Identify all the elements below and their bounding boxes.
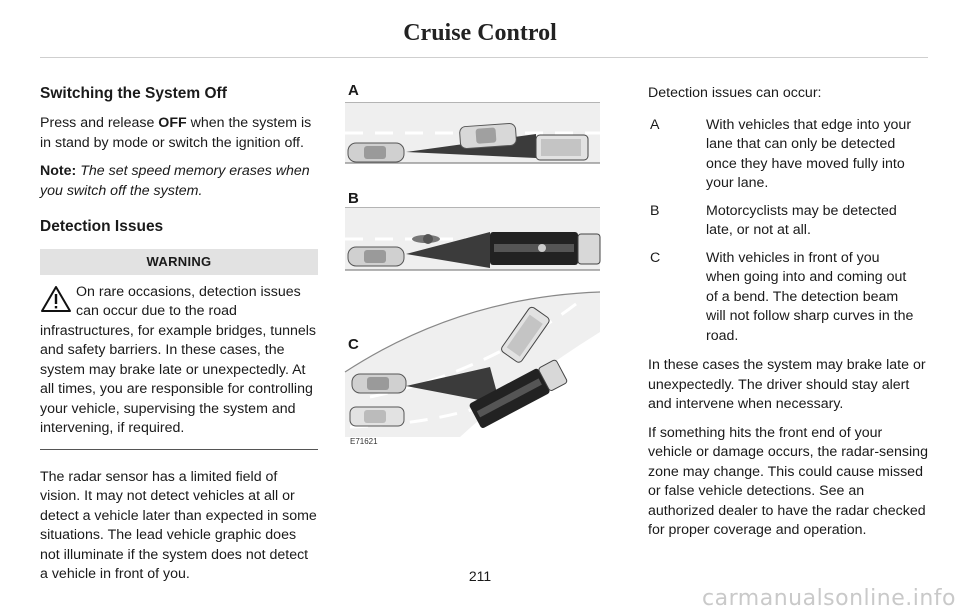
vehicle-a-edging (459, 123, 516, 149)
truck-a (536, 135, 588, 160)
list-item (648, 116, 928, 194)
detection-intro: Detection issues can occur: (648, 85, 822, 101)
off-suffix: when the system is in stand by mode or switch the ignition off. (40, 115, 312, 151)
list-letter-c: C (650, 249, 661, 266)
list-text-b: Motorcyclists may be detected late, or not at all. (706, 202, 897, 238)
detection-illustration (340, 82, 605, 457)
list-item (648, 202, 928, 241)
note-label: Note: (40, 163, 77, 179)
header-divider (40, 57, 928, 58)
scene-b (345, 208, 600, 270)
right-column (648, 84, 928, 550)
list-text-a: With vehicles that edge into your lane that can only be detected once they have moved fully into your lane. (706, 116, 912, 191)
list-letter-a: A (650, 116, 660, 133)
off-keyword: OFF (158, 115, 187, 131)
figure-code: E71621 (350, 437, 378, 446)
detection-list (648, 116, 928, 347)
scene-c (345, 292, 600, 437)
figure-label-b: B (348, 190, 359, 207)
own-car-b (348, 247, 404, 266)
heading-switching-off: Switching the System Off (40, 85, 227, 102)
brake-paragraph: In these cases the system may brake late or unexpectedly. The driver should stay alert and intervene when necessary. (648, 357, 926, 412)
left-column (40, 84, 318, 594)
page-number: 211 (468, 568, 492, 584)
list-letter-b: B (650, 202, 660, 219)
note-paragraph (40, 162, 318, 201)
warning-header: WARNING (40, 249, 318, 275)
list-text-c: With vehicles in front of you when going into and coming out of a bend. The detection beam will not follow sharp curves in the road. (706, 249, 914, 344)
list-item (648, 249, 928, 347)
scene-a (345, 103, 600, 163)
figure-label-c: C (348, 336, 359, 353)
warning-triangle-icon (40, 285, 72, 313)
own-car-c (352, 374, 406, 393)
figure-label-a: A (348, 82, 359, 99)
note-text: The set speed memory erases when you switch off the system. (40, 163, 310, 199)
watermark: carmanualsonline.info (702, 586, 956, 611)
tanker-b (490, 232, 600, 265)
page-title: Cruise Control (403, 20, 557, 46)
warning-text: On rare occasions, detection issues can occur due to the road infrastructures, for example bridges, tunnels and safety barriers. In these cases, the system may brake late or unexpectedly. At all times, you are responsible for controlling your vehicle, supervising the system and intervening, if required. (40, 283, 316, 436)
heading-detection-issues: Detection Issues (40, 218, 164, 235)
figure-drawing (340, 82, 605, 457)
own-car-a (348, 143, 404, 162)
damage-paragraph: If something hits the front end of your vehicle or damage occurs, the radar-sensing zone may change. This could cause missed or false vehicle detections. See an authorized dealer to have the radar checked for proper coverage and operation. (648, 424, 928, 538)
warning-body (40, 283, 318, 447)
warning-divider (40, 449, 318, 450)
off-paragraph (40, 114, 318, 153)
off-prefix: Press and release (40, 115, 159, 131)
radar-paragraph: The radar sensor has a limited field of vision. It may not detect vehicles at all or detect a vehicle later than expected in some situations. The lead vehicle graphic does not illuminate if the system does not detect a vehicle in front of you. (40, 468, 317, 582)
other-car-c (350, 407, 404, 426)
